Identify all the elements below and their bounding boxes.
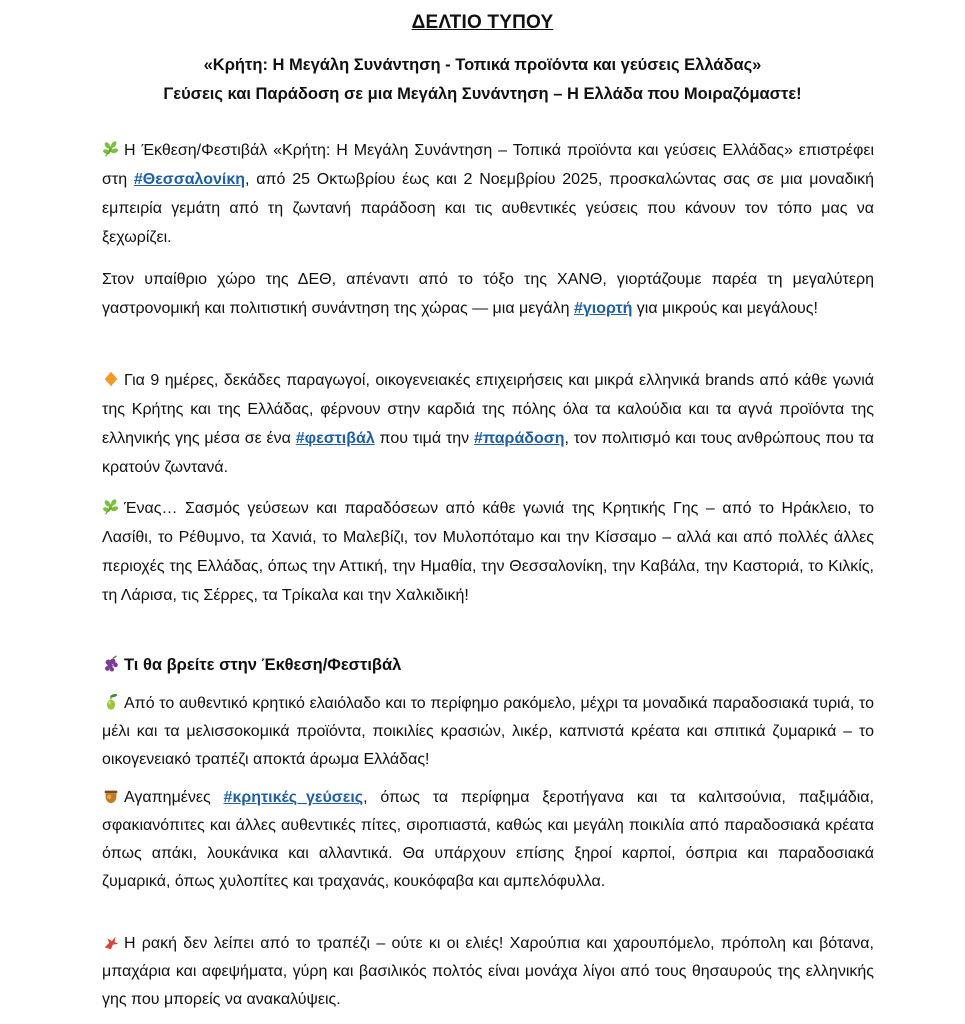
- paragraph-regions: [102, 494, 874, 610]
- paragraph-text: Για 9 ημέρες, δεκάδες παραγωγοί, οικογενειακές επιχειρήσεις και μικρά ελληνικά brands από κάθε γωνιά της Κρήτης και της Ελλάδας, φέρνουν στην καρδιά της πόλης όλα τα καλούδια και τα αγνά προϊόντα της ελληνικής γης μέσα σε ένα: [102, 372, 874, 447]
- document-subtitle-event: «Κρήτη: Η Μεγάλη Συνάντηση - Τοπικά προϊόντα και γεύσεις Ελλάδας»: [203, 56, 762, 74]
- honey-pot-icon: [102, 787, 120, 805]
- paragraph-intro: [102, 136, 874, 252]
- section-heading: [102, 655, 401, 675]
- hashtag-link-paradosi[interactable]: #παράδοση: [474, 430, 565, 447]
- list-item-text: Αγαπημένες: [124, 789, 224, 806]
- document-subtitle-tagline: Γεύσεις και Παράδοση σε μια Μεγάλη Συνάντηση – Η Ελλάδα που Μοιραζόμαστε!: [163, 85, 802, 103]
- paragraph-text: , από 25 Οκτωβρίου έως και 2 Νοεμβρίου 2025, προσκαλώντας σας σε μια μοναδική εμπειρία γεμάτη από τη ζωντανή παράδοση και τις αυθεντικές γεύσεις που κάνουν τον τόπο μας να ξεχωρίζει.: [102, 171, 874, 246]
- list-item-cretan-flavors: [102, 784, 874, 896]
- hashtag-link-giorti[interactable]: #γιορτή: [573, 300, 633, 317]
- paragraph-text: για μικρούς και μεγάλους!: [632, 300, 818, 317]
- list-item-text: Από το αυθεντικό κρητικό ελαιόλαδο και το περίφημο ρακόμελο, μέχρι τα μοναδικά παραδοσιακά τυριά, το μέλι και τα μελισσοκομικά προϊόντα, ποικιλίες κρασιών, λικέρ, καπνιστά κρέατα και σπιτικά ζυμαρικά – το οικογενειακό τραπέζι αποκτά άρωμα Ελλάδας!: [102, 695, 874, 768]
- paragraph-producers: [102, 366, 874, 482]
- list-item-text: , όπως τα περίφημα ξεροτήγανα και τα καλιτσούνια, παξιμάδια, σφακιανόπιτες και άλλες αυθεντικές πίτες, σιροπιαστά, καθώς και μεγάλη ποικιλία από παραδοσιακά κρέατα όπως απάκι, λουκάνικα και αλλαντικά. Θα υπάρχουν επίσης ξηροί καρποί, όσπρια και παραδοσιακά ζυμαρικά, όπως χυλοπίτες και τραχανάς, κουκόφαβα και αμπελόφυλλα.: [102, 789, 874, 890]
- list-item-raki: [102, 930, 874, 1014]
- paragraph-venue: [102, 265, 874, 323]
- section-heading-text: Τι θα βρείτε στην Έκθεση/Φεστιβάλ: [124, 656, 402, 674]
- hashtag-link-thessaloniki[interactable]: #Θεσσαλονίκη: [133, 171, 246, 188]
- orange-diamond-icon: [102, 370, 120, 388]
- paragraph-text: που τιμά την: [374, 430, 474, 447]
- paragraph-text: , τον πολιτισμό και τους ανθρώπους που τα κρατούν ζωντανά.: [102, 430, 874, 476]
- hashtag-link-festival[interactable]: #φεστιβάλ: [295, 430, 375, 447]
- grapes-icon: [102, 655, 120, 673]
- olive-icon: [102, 693, 120, 711]
- list-item-text: Η ρακή δεν λείπει από το τραπέζι – ούτε κι οι ελιές! Χαρούπια και χαρουπόμελο, πρόπολη και βότανα, μπαχάρια και αφεψήματα, γύρη και βασιλικός πολτός είναι μονάχα λίγοι από τους θησαυρούς της ελληνικής γης που μπορείς να ανακαλύψεις.: [102, 935, 874, 1008]
- list-item-olive-oil: [102, 690, 874, 774]
- hashtag-link-kritikes-geuseis[interactable]: #κρητικές_γεύσεις: [223, 789, 364, 806]
- paragraph-text: Ένας… Σασμός γεύσεων και παραδόσεων από κάθε γωνιά της Κρητικής Γης – από το Ηράκλειο, το Λασίθι, το Ρέθυμνο, τα Χανιά, το Μαλεβίζι, τον Μυλοπόταμο και την Κίσσαμο – αλλά και από πολλές άλλες περιοχές της Ελλάδας, όπως την Αττική, την Ημαθία, την Θεσσαλονίκη, την Καβάλα, την Καστοριά, το Κιλκίς, τη Λάρισα, τις Σέρρες, τα Τρίκαλα και την Χαλκιδική!: [102, 500, 874, 604]
- paragraph-text: Η Έκθεση/Φεστιβάλ «Κρήτη: Η Μεγάλη Συνάντηση – Τοπικά προϊόντα και γεύσεις Ελλάδας» επιστρέφει στη: [102, 142, 874, 188]
- document-title: ΔΕΛΤΙΟ ΤΥΠΟΥ: [411, 12, 554, 33]
- paragraph-text: Στον υπαίθριο χώρο της ΔΕΘ, απέναντι από το τόξο της ΧΑΝΘ, γιορτάζουμε παρέα τη μεγαλύτερη γαστρονομική και πολιτιστική συνάντηση της χώρας — μια μεγάλη: [102, 271, 874, 317]
- herb-icon: [102, 498, 120, 516]
- herb-icon: [102, 140, 120, 158]
- red-flower-icon: [102, 933, 120, 951]
